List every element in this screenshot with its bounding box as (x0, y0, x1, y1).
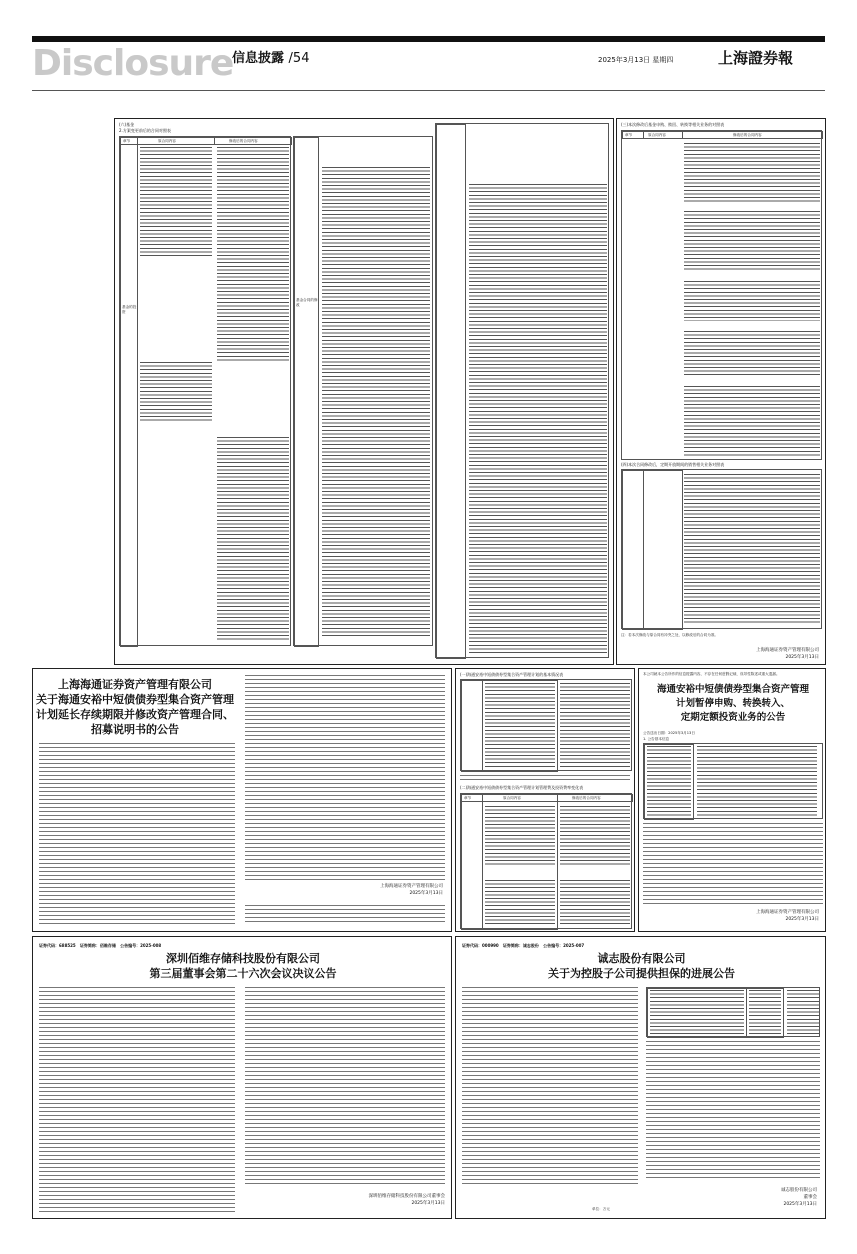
bottom-right-title (456, 951, 827, 981)
text-block (140, 147, 212, 257)
text-block (140, 362, 212, 422)
top-right-table-box (616, 118, 826, 665)
masthead-date: 2025年3月13日 星期四 (598, 56, 674, 64)
section-name: 信息披露 (232, 51, 285, 66)
signature-date: 2025年3月13日 (785, 655, 819, 660)
mid-left-title (35, 677, 235, 737)
top-left-table-box (114, 118, 614, 665)
signature-company: 上海海通证券资产管理有限公司 (756, 910, 819, 915)
text-block (647, 746, 691, 818)
top-right-table-a (621, 130, 822, 460)
text-block (684, 331, 820, 376)
signature-company: 诚志股份有限公司 (781, 1188, 817, 1193)
masthead-rule (32, 90, 825, 91)
top-right-signature (756, 647, 819, 661)
bottom-right-code-line (462, 943, 584, 949)
mid-left-body-col1 (39, 743, 235, 927)
text-block (485, 683, 555, 769)
mid-right-signature (756, 909, 819, 923)
top-right-footnote: 注：若本次修改与原合同有冲突之处，以修改后的合同为准。 (621, 633, 719, 637)
mid-table-b (460, 793, 632, 929)
mid-table-heading1: (一)海通安裕中短债债券型集合资产管理计划的基本情况表 (460, 672, 564, 677)
text-block (485, 806, 555, 866)
masthead-section (232, 50, 309, 68)
signature-company: 深圳佰维存储科技股份有限公司董事会 (368, 1194, 445, 1199)
mid-left-body-col2 (245, 675, 445, 881)
top-left-subtable-a (119, 136, 291, 646)
bottom-right-signature (781, 1187, 817, 1208)
signature-company: 上海海通证券资产管理有限公司 (380, 884, 443, 889)
title-line: 定期定额投资业务的公告 (680, 712, 786, 723)
announcement-no: 公告编号：2025-007 (543, 943, 585, 948)
stock-abbr: 证券简称：佰维存储 (79, 943, 116, 948)
mid-left-signature (293, 883, 443, 897)
title-line: 计划暂停申购、转换转入、 (675, 698, 790, 709)
text-block (560, 880, 630, 926)
title-line: 第三届董事会第二十六次会议决议公告 (149, 967, 337, 980)
bottom-left-announcement-box (32, 936, 452, 1219)
signature-date: 2025年3月13日 (409, 891, 443, 896)
bottom-left-signature (273, 1193, 445, 1207)
top-left-subtable-b (293, 136, 433, 646)
col-header-original: 原合同内容 (648, 133, 666, 137)
mid-right-heading: 1. 公告基本信息 (643, 737, 670, 741)
mid-right-info-table (643, 743, 823, 819)
signature-date: 2025年3月13日 (785, 917, 819, 922)
row-label-modification: 基金合同的修改 (296, 298, 318, 307)
bottom-left-body-col2 (245, 987, 445, 1187)
mid-right-date: 公告送出日期：2025年3月13日 (643, 731, 695, 735)
bottom-left-body-col1 (39, 987, 235, 1213)
mid-right-topnote: 本公司就本公告所作的信息披露内容，不存在任何虚假记载、误导性陈述或重大遗漏。 (643, 672, 780, 676)
text-block (217, 147, 289, 362)
signature-date: 2025年3月13日 (411, 1201, 445, 1206)
mid-left-announcement-box (32, 668, 452, 932)
masthead-paper-name: 上海證券報 (718, 49, 794, 67)
bottom-left-title (33, 951, 453, 981)
mid-right-announcement-box (638, 668, 826, 932)
text-block (560, 806, 630, 866)
mid-table-heading2: (二)海通安裕中短债债券型集合资产管理计划管理费及投资费率变化表 (460, 785, 584, 790)
title-line: 计划延长存续期限并修改资产管理合同、 (36, 708, 234, 721)
top-left-heading1: (六)基金 (119, 122, 135, 127)
title-line: 诚志股份有限公司 (597, 952, 686, 965)
text-block (684, 281, 820, 321)
title-line: 海通安裕中短债债券型集合资产管理 (656, 684, 809, 695)
top-right-table-b (621, 469, 822, 629)
title-line: 关于为控股子公司提供担保的进展公告 (548, 967, 735, 980)
title-line: 关于海通安裕中短债债券型集合资产管理 (36, 693, 234, 706)
mid-table-a (460, 679, 632, 771)
bottom-right-footer: 单位：万元 (592, 1207, 610, 1211)
col-header-chapter: 章节 (625, 133, 633, 137)
text-block (684, 211, 820, 271)
stock-abbr: 证券简称：诚志股份 (502, 943, 539, 948)
text-block (684, 474, 820, 624)
bottom-right-announcement-box (455, 936, 826, 1219)
title-line: 招募说明书的公告 (91, 723, 179, 736)
stock-code: 证券代码：000990 (462, 943, 499, 948)
text-block (749, 990, 781, 1036)
title-line: 上海海通证券资产管理有限公司 (58, 678, 212, 691)
mid-right-body (643, 823, 823, 905)
col-header-modified: 修改后的合同内容 (733, 133, 762, 137)
row-label-investment: 基金的投资 (122, 305, 137, 314)
signature-board: 董事会 (803, 1195, 817, 1200)
col-header-modified: 修改后的合同内容 (572, 796, 601, 800)
text-block (485, 880, 555, 926)
bottom-left-code-line (39, 943, 161, 949)
bottom-right-body-col2 (646, 1041, 820, 1181)
bottom-right-guarantee-table (646, 987, 820, 1037)
text-block (560, 683, 630, 769)
col-header-modified: 修改后的合同内容 (229, 139, 258, 143)
text-block (469, 184, 607, 654)
text-block (650, 990, 744, 1036)
mid-left-body-col2-tail (245, 905, 445, 925)
text-block (217, 437, 289, 642)
text-block (460, 775, 630, 783)
text-block (684, 386, 820, 456)
signature-date: 2025年3月13日 (783, 1202, 817, 1207)
mid-table-box (455, 668, 635, 932)
text-block (697, 746, 817, 818)
top-left-heading2: 2.方案变更前后的合同对照表 (119, 128, 171, 133)
text-block (787, 990, 819, 1036)
masthead-top-bar (32, 36, 825, 42)
text-block (322, 167, 430, 637)
top-left-subtable-c (435, 123, 609, 658)
announcement-no: 公告编号：2025-008 (120, 943, 162, 948)
page-number: /54 (288, 51, 310, 66)
masthead-brand: Disclosure (32, 43, 234, 84)
title-line: 深圳佰维存储科技股份有限公司 (166, 952, 320, 965)
col-header-chapter: 章节 (464, 796, 472, 800)
col-header-original: 原合同内容 (503, 796, 521, 800)
col-header-chapter: 章节 (123, 139, 131, 143)
signature-company: 上海海通证券资产管理有限公司 (756, 648, 819, 653)
mid-right-title (641, 683, 825, 725)
top-right-heading: (三)本次修改后基金申购、赎回、转换等相关业务的对照表 (621, 122, 725, 127)
bottom-right-body-col1 (462, 987, 638, 1187)
stock-code: 证券代码：688525 (39, 943, 76, 948)
text-block (684, 143, 820, 203)
top-right-section2: (四)本次合同修改后，定期开放期间的销售相关业务对照表 (621, 462, 725, 467)
col-header-original: 原合同内容 (158, 139, 176, 143)
